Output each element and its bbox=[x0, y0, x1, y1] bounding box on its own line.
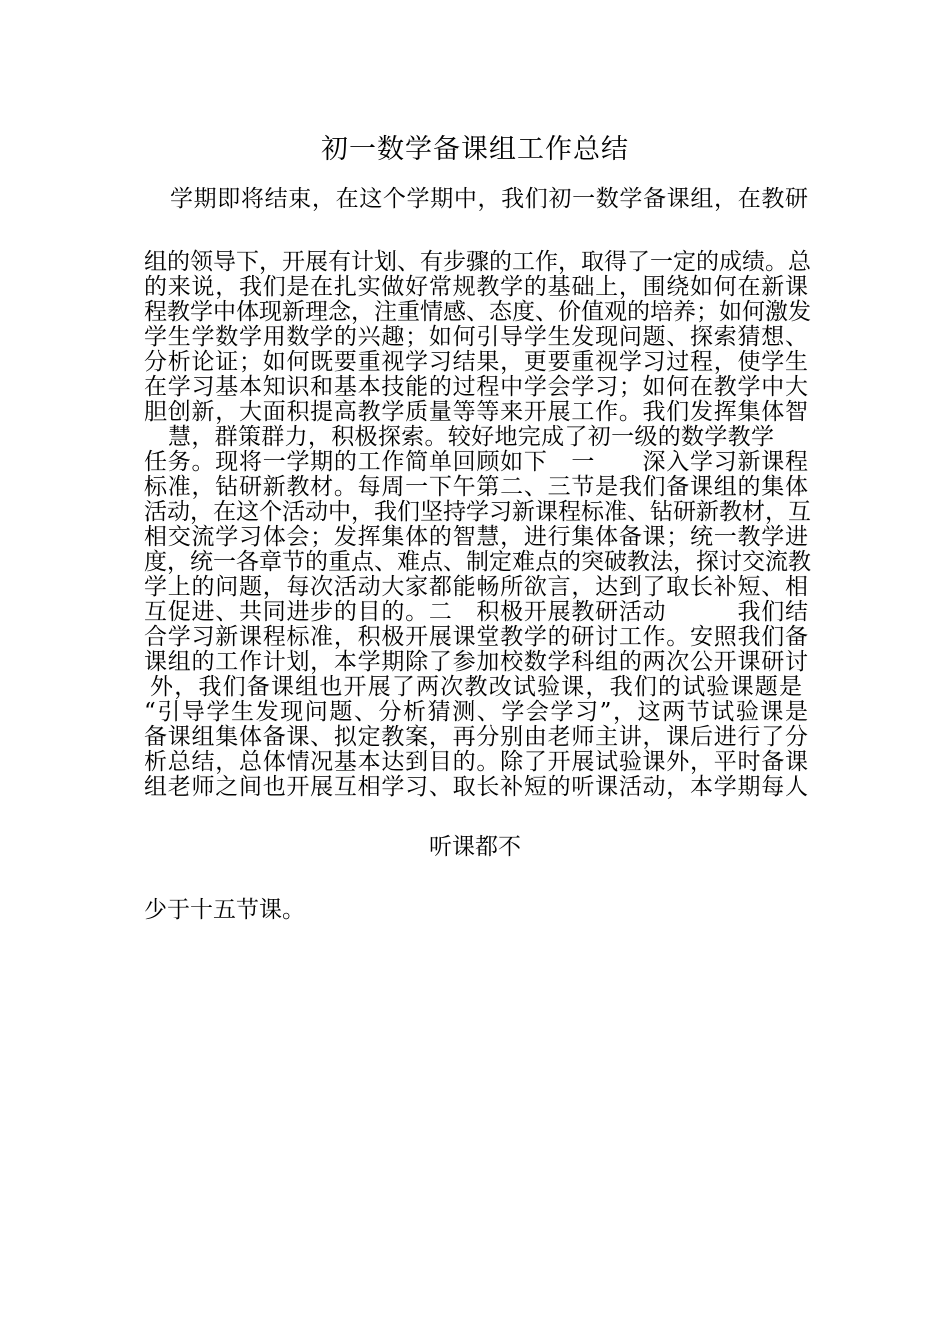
paragraph-line: 析总结，总体情况基本达到目的。除了开展试验课外，平时备课 bbox=[144, 749, 808, 775]
paragraph-line: 程教学中体现新理念，注重情感、态度、价值观的培养；如何激发 bbox=[144, 299, 811, 325]
paragraph-line: “引导学生发现问题、分析猜测、学会学习”，这两节试验课是 bbox=[144, 699, 808, 725]
paragraph-line: 外，我们备课组也开展了两次教改试验课，我们的试验课题是 bbox=[150, 674, 802, 700]
paragraph-line: 的来说，我们是在扎实做好常规教学的基础上，围绕如何在新课 bbox=[144, 274, 808, 300]
paragraph-tail-line: 少于十五节课。 bbox=[144, 897, 305, 923]
document-title: 初一数学备课组工作总结 bbox=[321, 134, 629, 165]
paragraph-line: 相交流学习体会；发挥集体的智慧，进行集体备课；统一教学进 bbox=[144, 524, 808, 550]
paragraph-line: 备课组集体备课、拟定教案，再分别由老师主讲，课后进行了分 bbox=[144, 724, 808, 750]
paragraph-line: 任务。现将一学期的工作简单回顾如下 一 深入学习新课程 bbox=[144, 449, 808, 475]
paragraph-line: 组老师之间也开展互相学习、取长补短的听课活动，本学期每人 bbox=[144, 774, 808, 800]
paragraph-line: 学生学数学用数学的兴趣；如何引导学生发现问题、探索猜想、 bbox=[144, 324, 808, 350]
paragraph-line: 学期即将结束，在这个学期中，我们初一数学备课组，在教研 bbox=[170, 186, 808, 212]
paragraph-line: 活动，在这个活动中，我们坚持学习新课程标准、钻研新教材，互 bbox=[144, 499, 811, 525]
paragraph-line: 分析论证；如何既要重视学习结果，更要重视学习过程，使学生 bbox=[144, 349, 808, 375]
paragraph-line: 合学习新课程标准，积极开展课堂教学的研讨工作。安照我们备 bbox=[144, 624, 808, 650]
paragraph-line: 度，统一各章节的重点、难点、制定难点的突破教法，探讨交流教 bbox=[144, 549, 811, 575]
paragraph-line: 在学习基本知识和基本技能的过程中学会学习；如何在教学中大 bbox=[144, 374, 808, 400]
paragraph-line: 组的领导下，开展有计划、有步骤的工作，取得了一定的成绩。总 bbox=[144, 249, 811, 275]
paragraph-line: 学上的问题，每次活动大家都能畅所欲言，达到了取长补短、相 bbox=[144, 574, 808, 600]
paragraph-line: 慧，群策群力，积极探索。较好地完成了初一级的数学教学 bbox=[168, 424, 774, 450]
paragraph-line: 胆创新，大面积提高教学质量等等来开展工作。我们发挥集体智 bbox=[144, 399, 808, 425]
paragraph-line: 标准，钻研新教材。每周一下午第二、三节是我们备课组的集体 bbox=[144, 474, 808, 500]
paragraph-center-line: 听课都不 bbox=[429, 834, 521, 860]
paragraph-line: 互促进、共同进步的目的。二 积极开展教研活动 我们结 bbox=[144, 599, 808, 625]
paragraph-line: 课组的工作计划，本学期除了参加校数学科组的两次公开课研讨 bbox=[144, 649, 808, 675]
